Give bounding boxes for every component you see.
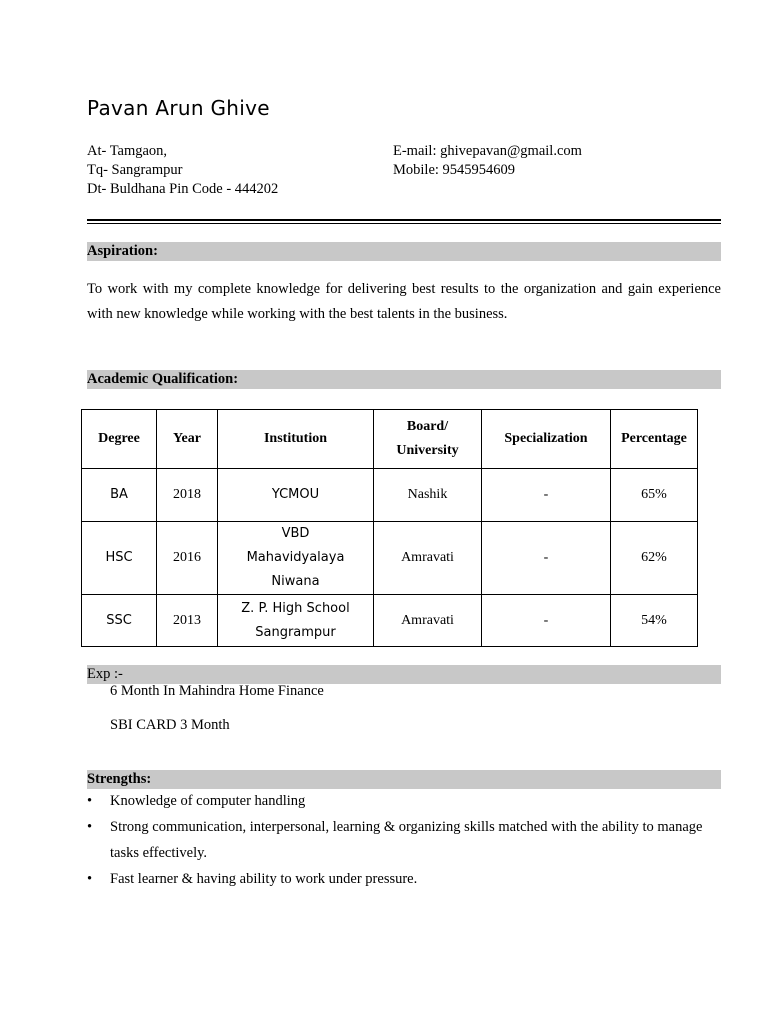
list-item bbox=[87, 815, 707, 866]
column-header-degree: Degree bbox=[82, 410, 157, 469]
cell-specialization: - bbox=[482, 469, 611, 522]
table-row bbox=[82, 595, 698, 647]
strength-text: Fast learner & having ability to work under pressure. bbox=[110, 870, 418, 887]
cell-degree: BA bbox=[82, 469, 157, 522]
cell-board: Nashik bbox=[374, 469, 482, 522]
cell-institution: Z. P. High School Sangrampur bbox=[218, 595, 374, 647]
cell-institution: VBD Mahavidyalaya Niwana bbox=[218, 522, 374, 595]
address-line: Tq- Sangrampur bbox=[87, 162, 183, 178]
column-header-specialization: Specialization bbox=[482, 410, 611, 469]
table-row bbox=[82, 469, 698, 522]
cell-specialization: - bbox=[482, 522, 611, 595]
strengths-list bbox=[87, 789, 707, 893]
column-header-year: Year bbox=[157, 410, 218, 469]
strengths-heading: Strengths: bbox=[87, 770, 721, 789]
cell-board: Amravati bbox=[374, 595, 482, 647]
bullet: • bbox=[87, 793, 93, 809]
cell-board: Amravati bbox=[374, 522, 482, 595]
table-row bbox=[82, 522, 698, 595]
cell-degree: HSC bbox=[82, 522, 157, 595]
qualification-table bbox=[81, 409, 698, 647]
mobile-line: Mobile: 9545954609 bbox=[393, 162, 516, 178]
bullet: • bbox=[87, 819, 93, 835]
table-header-row bbox=[82, 410, 698, 469]
academic-heading: Academic Qualification: bbox=[87, 370, 721, 389]
experience-item: 6 Month In Mahindra Home Finance bbox=[110, 683, 324, 699]
list-item bbox=[87, 789, 707, 815]
experience-heading: Exp :- bbox=[87, 665, 721, 684]
column-header-institution: Institution bbox=[218, 410, 374, 469]
experience-item: SBI CARD 3 Month bbox=[110, 717, 230, 733]
address-line: Dt- Buldhana Pin Code - 444202 bbox=[87, 181, 279, 197]
candidate-name: Pavan Arun Ghive bbox=[87, 96, 270, 120]
strength-text: Knowledge of computer handling bbox=[110, 793, 306, 809]
cell-institution: YCMOU bbox=[218, 469, 374, 522]
cell-year: 2016 bbox=[157, 522, 218, 595]
header-divider-bottom bbox=[87, 223, 721, 224]
aspiration-text: To work with my complete knowledge for delivering best results to the organization and gain experience with new knowledge while working with the best talents in the business. bbox=[87, 281, 721, 322]
address-line: At- Tamgaon, bbox=[87, 143, 168, 159]
column-header-percentage: Percentage bbox=[611, 410, 698, 469]
address-block bbox=[87, 142, 278, 199]
cell-year: 2013 bbox=[157, 595, 218, 647]
list-item bbox=[87, 867, 707, 893]
column-header-board: Board/ University bbox=[374, 410, 482, 469]
cell-specialization: - bbox=[482, 595, 611, 647]
header-divider-top bbox=[87, 219, 721, 221]
cell-percentage: 65% bbox=[611, 469, 698, 522]
strength-text: Strong communication, interpersonal, learning & organizing skills matched with the ability to manage tasks effectively. bbox=[110, 819, 703, 861]
cell-percentage: 54% bbox=[611, 595, 698, 647]
cell-percentage: 62% bbox=[611, 522, 698, 595]
cell-year: 2018 bbox=[157, 469, 218, 522]
bullet: • bbox=[87, 870, 93, 887]
email-line: E-mail: ghivepavan@gmail.com bbox=[393, 143, 582, 159]
aspiration-heading: Aspiration: bbox=[87, 242, 721, 261]
contact-block bbox=[393, 142, 582, 180]
cell-degree: SSC bbox=[82, 595, 157, 647]
